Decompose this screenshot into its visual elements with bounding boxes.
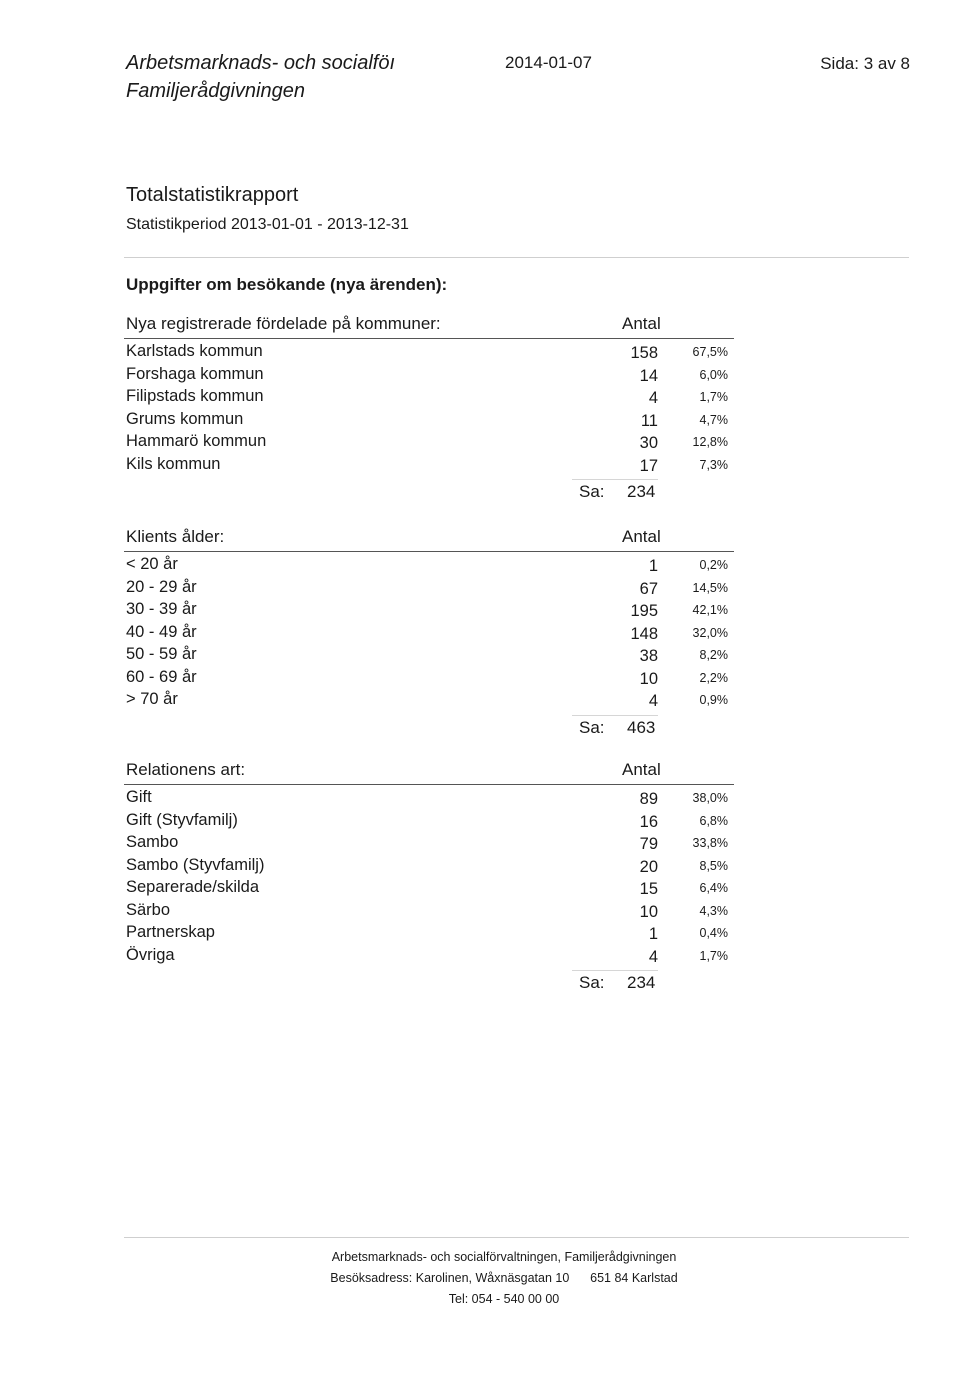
row-label: Särbo <box>126 900 171 919</box>
table-alder <box>124 525 734 740</box>
table-header <box>124 758 734 785</box>
row-percent: 67,5% <box>692 345 728 359</box>
table-header <box>124 525 734 552</box>
count-column-header: Antal <box>622 527 661 546</box>
sum-value: 463 <box>627 717 656 737</box>
count-column-header: Antal <box>622 760 661 779</box>
row-percent: 1,7% <box>699 948 728 963</box>
row-label: 30 - 39 år <box>126 600 197 618</box>
table-row <box>124 408 734 431</box>
table-row <box>124 921 734 944</box>
row-count: 16 <box>639 812 658 831</box>
header-unit: Familjerådgivningen <box>126 80 305 102</box>
row-percent: 0,9% <box>699 693 728 707</box>
table-label: Nya registrerade fördelade på kommuner: <box>126 314 441 333</box>
row-label: Sambo <box>126 833 179 851</box>
row-percent: 38,0% <box>692 791 728 805</box>
row-count: 67 <box>639 579 658 598</box>
row-label: 40 - 49 år <box>126 622 197 641</box>
row-percent: 6,0% <box>699 367 728 382</box>
table-row <box>124 576 734 599</box>
row-percent: 4,7% <box>699 412 728 427</box>
table-sum <box>124 716 734 740</box>
table-row <box>124 340 734 363</box>
row-percent: 8,2% <box>699 648 728 662</box>
row-label: Övriga <box>126 945 175 964</box>
row-count: 11 <box>640 411 658 430</box>
table-row <box>124 643 734 666</box>
table-row <box>124 854 734 877</box>
sum-label: Sa: <box>579 973 605 992</box>
footer-line-3: Tel: 054 - 540 00 00 <box>448 1292 560 1306</box>
row-label: Kils kommun <box>126 454 221 473</box>
header-divider <box>124 257 909 258</box>
row-percent: 42,1% <box>692 603 728 617</box>
table-label: Relationens art: <box>126 760 246 779</box>
row-label: > 70 år <box>126 690 178 708</box>
row-count: 195 <box>630 602 658 620</box>
row-count: 10 <box>639 669 658 688</box>
row-count: 20 <box>639 857 658 876</box>
row-percent: 6,4% <box>699 881 728 895</box>
table-sum <box>124 480 734 504</box>
row-count: 30 <box>639 434 658 452</box>
table-label: Klients ålder: <box>126 527 225 546</box>
row-count: 1 <box>648 925 658 943</box>
row-count: 1 <box>648 557 658 575</box>
row-percent: 12,8% <box>692 435 728 449</box>
page-number: Sida: 3 av 8 <box>820 54 910 73</box>
row-count: 79 <box>639 835 658 853</box>
row-percent: 8,5% <box>699 858 728 873</box>
row-count: 17 <box>639 456 658 475</box>
table-row <box>124 666 734 689</box>
table-row <box>124 876 734 899</box>
table-row <box>124 553 734 576</box>
row-count: 10 <box>639 902 658 921</box>
row-label: Hammarö kommun <box>126 432 267 450</box>
row-percent: 7,3% <box>699 457 728 472</box>
table-header <box>124 312 734 339</box>
table-row <box>124 598 734 621</box>
row-label: Forshaga kommun <box>126 364 264 383</box>
row-count: 4 <box>648 947 658 966</box>
row-label: < 20 år <box>126 555 178 573</box>
row-count: 14 <box>639 366 658 385</box>
footer-line-1: Arbetsmarknads- och socialförvaltningen, Familjerådgivningen <box>331 1250 677 1264</box>
report-title: Totalstatistikrapport <box>126 184 299 206</box>
row-percent: 1,7% <box>699 390 728 404</box>
row-label: Grums kommun <box>126 409 244 428</box>
row-count: 4 <box>648 389 658 407</box>
header-organization: Arbetsmarknads- och socialföı <box>126 52 396 74</box>
table-row <box>124 363 734 386</box>
sum-value: 234 <box>627 482 656 501</box>
report-period: Statistikperiod 2013-01-01 - 2013-12-31 <box>126 216 409 233</box>
row-percent: 0,4% <box>699 926 728 940</box>
row-label: Sambo (Styvfamilj) <box>126 855 265 874</box>
row-label: 20 - 29 år <box>126 577 197 596</box>
sum-label: Sa: <box>579 482 605 501</box>
row-count: 4 <box>648 692 658 710</box>
row-percent: 6,8% <box>699 813 728 828</box>
row-label: Karlstads kommun <box>126 342 263 360</box>
row-percent: 0,2% <box>699 558 728 572</box>
row-label: Partnerskap <box>126 923 215 941</box>
table-sum <box>124 971 734 995</box>
sum-value: 234 <box>627 973 656 992</box>
row-percent: 14,5% <box>692 580 728 595</box>
table-row <box>124 944 734 967</box>
row-count: 158 <box>630 344 658 362</box>
table-row <box>124 621 734 644</box>
row-label: Gift <box>126 788 152 806</box>
table-row <box>124 688 734 711</box>
header-date: 2014-01-07 <box>505 53 592 72</box>
row-label: Separerade/skilda <box>126 878 259 896</box>
row-percent: 32,0% <box>692 625 728 640</box>
section-heading: Uppgifter om besökande (nya ärenden): <box>126 275 448 294</box>
row-count: 89 <box>639 790 658 808</box>
sum-label: Sa: <box>579 717 605 737</box>
row-percent: 33,8% <box>692 836 728 850</box>
table-row <box>124 453 734 476</box>
count-column-header: Antal <box>622 314 661 333</box>
row-label: 50 - 59 år <box>126 645 197 663</box>
table-row <box>124 786 734 809</box>
table-row <box>124 385 734 408</box>
table-row <box>124 809 734 832</box>
footer-line-2: Besöksadress: Karolinen, Wåxnäsgatan 10 651 84 Karlstad <box>330 1271 678 1285</box>
row-label: Filipstads kommun <box>126 387 264 405</box>
table-row <box>124 831 734 854</box>
row-count: 15 <box>639 880 658 898</box>
row-count: 38 <box>639 647 658 665</box>
table-kommuner <box>124 312 734 504</box>
row-percent: 4,3% <box>699 903 728 918</box>
table-row <box>124 899 734 922</box>
row-count: 148 <box>630 624 658 643</box>
row-label: Gift (Styvfamilj) <box>126 810 238 829</box>
footer-divider <box>124 1237 909 1238</box>
table-row <box>124 430 734 453</box>
table-relation <box>124 758 734 995</box>
row-label: 60 - 69 år <box>126 667 197 686</box>
row-percent: 2,2% <box>699 670 728 685</box>
